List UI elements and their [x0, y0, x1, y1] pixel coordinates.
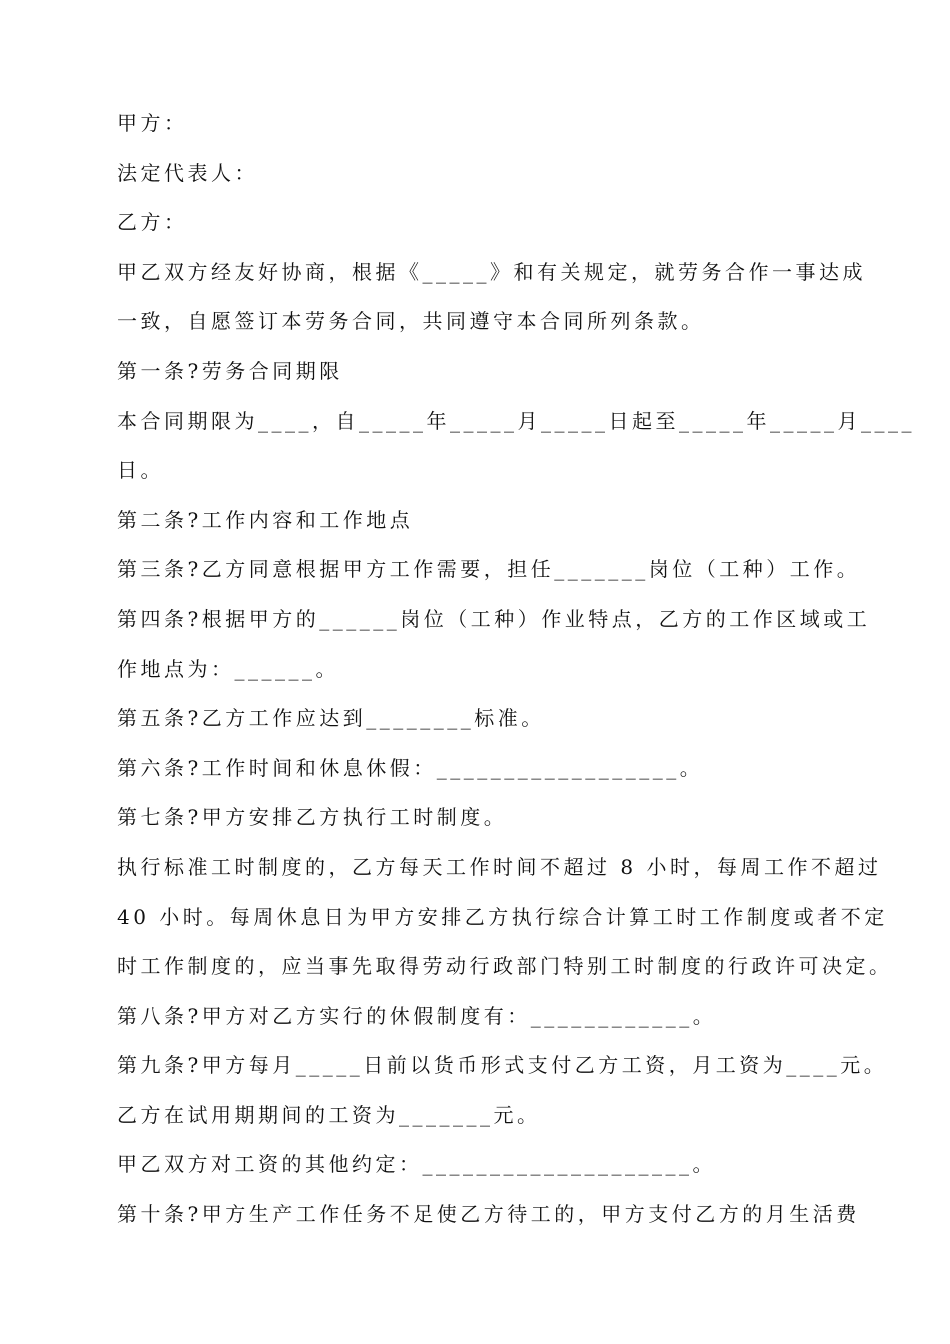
party-b-line: 乙方：: [117, 210, 188, 235]
article-10-text: 第十条?甲方生产工作任务不足使乙方待工的，甲方支付乙方的月生活费: [117, 1202, 860, 1227]
article-1-term-line-1: 本合同期限为____，自_____年_____月_____日起至_____年_____月____: [117, 408, 915, 433]
article-8-text: 第八条?甲方对乙方实行的休假制度有：____________。: [117, 1003, 717, 1028]
article-7-text-line-2: 40 小时。每周休息日为甲方安排乙方执行综合计算工时工作制度或者不定: [117, 904, 888, 929]
document-body: [117, 105, 915, 1246]
article-7-heading: 第七条?甲方安排乙方执行工时制度。: [117, 805, 508, 830]
preamble-line-1: 甲乙双方经友好协商，根据《_____》和有关规定，就劳务合作一事达成: [117, 259, 866, 284]
article-1-heading: 第一条?劳务合同期限: [117, 358, 343, 383]
legal-representative-line: 法定代表人：: [117, 160, 258, 185]
article-1-term-line-2: 日。: [117, 458, 164, 483]
article-6-text: 第六条?工作时间和休息休假：__________________。: [117, 755, 704, 780]
preamble-line-2: 一致，自愿签订本劳务合同，共同遵守本合同所列条款。: [117, 309, 705, 334]
other-wage-agreement-line: 甲乙双方对工资的其他约定：____________________。: [117, 1152, 716, 1177]
party-a-line: 甲方：: [117, 111, 188, 135]
article-2-heading: 第二条?工作内容和工作地点: [117, 507, 414, 532]
article-4-text-line-1: 第四条?根据甲方的______岗位（工种）作业特点，乙方的工作区域或工: [117, 606, 871, 631]
article-7-text-line-1: 执行标准工时制度的，乙方每天工作时间不超过 8 小时，每周工作不超过: [117, 854, 882, 879]
article-5-text: 第五条?乙方工作应达到________标准。: [117, 706, 545, 731]
article-7-text-line-3: 时工作制度的，应当事先取得劳动行政部门特别工时制度的行政许可决定。: [117, 954, 893, 979]
article-9-text: 第九条?甲方每月_____日前以货币形式支付乙方工资，月工资为____元。: [117, 1053, 888, 1078]
article-3-text: 第三条?乙方同意根据甲方工作需要，担任_______岗位（工种）工作。: [117, 557, 861, 582]
article-4-text-line-2: 作地点为：______。: [117, 656, 339, 681]
probation-wage-line: 乙方在试用期期间的工资为_______元。: [117, 1102, 541, 1127]
